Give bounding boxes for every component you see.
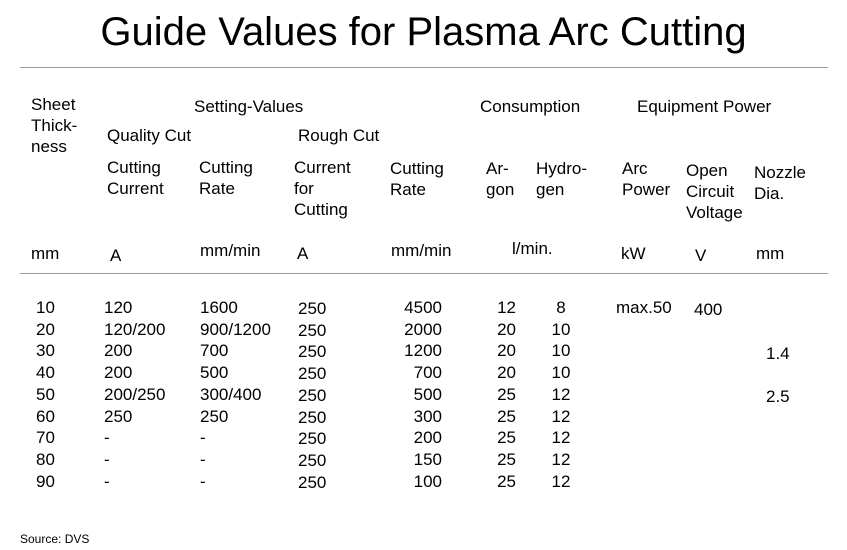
cell-hydrogen-row-1: 8 (556, 298, 566, 317)
cell-cutting-rate-q-row-4: 500 (200, 363, 229, 383)
header-current-for-cutting: Current for Cutting (294, 158, 351, 219)
cell-cutting-rate-q-row-9: - (200, 471, 206, 491)
cell-cutting-rate-q-row-3: 700 (200, 341, 229, 361)
unit-cutting-current: A (110, 246, 122, 265)
cell-hydrogen-row-5: 12 (551, 384, 571, 404)
cell-argon-row-4: 20 (497, 363, 516, 383)
cell-thickness-row-4: 40 (36, 363, 55, 383)
header-setting-values: Setting-Values (194, 97, 304, 116)
column-current-for-cutting (298, 298, 326, 493)
open-circuit-voltage-value: 400 (694, 300, 723, 319)
cell-thickness-row-9: 90 (36, 471, 55, 491)
cell-argon-row-8: 25 (497, 449, 516, 469)
cell-cutting-rate-q-row-6: 250 (200, 406, 229, 426)
cell-cutting-rate-q-row-8: - (200, 449, 206, 469)
cell-current-for-cutting-row-4: 250 (298, 364, 327, 384)
cell-argon-row-6: 25 (497, 406, 516, 426)
unit-gas-flow: l/min. (512, 239, 553, 258)
nozzle-dia-value-1: 1.4 (766, 344, 790, 363)
cell-argon-row-3: 20 (497, 341, 516, 361)
column-hydrogen (546, 297, 576, 492)
cell-argon-row-5: 25 (497, 384, 516, 404)
unit-thickness: mm (31, 244, 60, 263)
cell-current-for-cutting-row-2: 250 (298, 320, 327, 340)
cell-thickness-row-7: 70 (36, 428, 55, 448)
header-consumption: Consumption (480, 97, 581, 116)
page-title: Guide Values for Plasma Arc Cutting (100, 10, 747, 54)
column-argon (480, 297, 516, 492)
header-quality-cut: Quality Cut (107, 126, 192, 145)
cell-cutting-rate-r-row-8: 150 (413, 449, 442, 469)
cell-cutting-current-row-8: - (104, 449, 110, 469)
cell-hydrogen-row-3: 10 (551, 341, 571, 361)
source-note: Source: DVS (20, 532, 90, 546)
header-divider (20, 273, 828, 274)
cell-cutting-rate-r-row-4: 700 (413, 363, 442, 383)
cell-hydrogen-row-7: 12 (551, 428, 571, 448)
cell-current-for-cutting-row-3: 250 (298, 342, 327, 362)
cell-cutting-rate-q-row-7: - (200, 428, 206, 448)
unit-current-for-cutting: A (297, 244, 309, 263)
cell-thickness-row-2: 20 (36, 319, 55, 339)
column-cutting-rate-rough (380, 297, 442, 492)
cell-thickness-row-5: 50 (36, 384, 55, 404)
cell-thickness-row-8: 80 (36, 449, 55, 469)
cell-cutting-rate-q-row-2: 900/1200 (200, 319, 271, 339)
cell-cutting-rate-r-row-7: 200 (413, 428, 442, 448)
cell-thickness-row-6: 60 (36, 406, 55, 426)
cell-cutting-rate-r-row-6: 300 (413, 406, 442, 426)
cell-argon-row-2: 20 (497, 319, 516, 339)
header-nozzle-dia: Nozzle Dia. (754, 163, 806, 203)
unit-voltage: V (695, 246, 707, 265)
nozzle-dia-value-2: 2.5 (766, 387, 790, 406)
cell-cutting-rate-r-row-9: 100 (413, 471, 442, 491)
cell-cutting-current-row-9: - (104, 471, 110, 491)
cell-cutting-current-row-5: 200/250 (104, 384, 166, 404)
cell-cutting-current-row-7: - (104, 428, 110, 448)
cell-cutting-current-row-4: 200 (104, 363, 133, 383)
cell-current-for-cutting-row-1: 250 (298, 299, 327, 318)
header-sheet-thickness: Sheet Thick- ness (31, 95, 78, 156)
header-open-circuit-voltage: Open Circuit Voltage (686, 161, 743, 222)
unit-arc-power: kW (621, 244, 646, 263)
unit-cutting-rate-quality: mm/min (200, 241, 261, 260)
arc-power-value: max.50 (616, 298, 672, 317)
cell-thickness-row-1: 10 (36, 298, 55, 317)
cell-argon-row-1: 12 (497, 298, 516, 317)
cell-cutting-rate-r-row-5: 500 (413, 384, 442, 404)
column-cutting-current (104, 297, 165, 492)
cell-cutting-rate-r-row-2: 2000 (404, 319, 442, 339)
title-divider (20, 67, 828, 68)
cell-hydrogen-row-8: 12 (551, 449, 571, 469)
cell-cutting-current-row-3: 200 (104, 341, 133, 361)
cell-current-for-cutting-row-9: 250 (298, 472, 327, 492)
cell-argon-row-7: 25 (497, 428, 516, 448)
cell-cutting-rate-r-row-1: 4500 (404, 298, 442, 317)
column-thickness (36, 297, 55, 492)
cell-hydrogen-row-2: 10 (551, 319, 571, 339)
cell-cutting-rate-q-row-5: 300/400 (200, 384, 262, 404)
header-arc-power: Arc Power (622, 159, 671, 199)
cell-hydrogen-row-6: 12 (551, 406, 571, 426)
cell-cutting-rate-r-row-3: 1200 (404, 341, 442, 361)
header-equipment-power: Equipment Power (637, 97, 772, 116)
header-cutting-rate-quality: Cutting Rate (199, 158, 253, 198)
cell-current-for-cutting-row-5: 250 (298, 385, 327, 405)
cell-current-for-cutting-row-6: 250 (298, 407, 327, 427)
header-rough-cut: Rough Cut (298, 126, 380, 145)
unit-nozzle: mm (756, 244, 785, 263)
header-hydrogen: Hydro- gen (536, 159, 588, 199)
cell-cutting-current-row-6: 250 (104, 406, 133, 426)
column-cutting-rate-quality (200, 297, 271, 492)
cell-current-for-cutting-row-8: 250 (298, 450, 327, 470)
cell-cutting-current-row-1: 120 (104, 298, 133, 317)
cell-hydrogen-row-9: 12 (551, 471, 571, 491)
cell-cutting-current-row-2: 120/200 (104, 319, 166, 339)
header-cutting-current: Cutting Current (107, 158, 164, 198)
unit-cutting-rate-rough: mm/min (391, 241, 452, 260)
cell-argon-row-9: 25 (497, 471, 516, 491)
header-cutting-rate-rough: Cutting Rate (390, 159, 444, 199)
cell-hydrogen-row-4: 10 (551, 363, 571, 383)
header-argon: Ar- gon (486, 159, 515, 199)
cell-current-for-cutting-row-7: 250 (298, 429, 327, 449)
cell-cutting-rate-q-row-1: 1600 (200, 298, 238, 317)
cell-thickness-row-3: 30 (36, 341, 55, 361)
